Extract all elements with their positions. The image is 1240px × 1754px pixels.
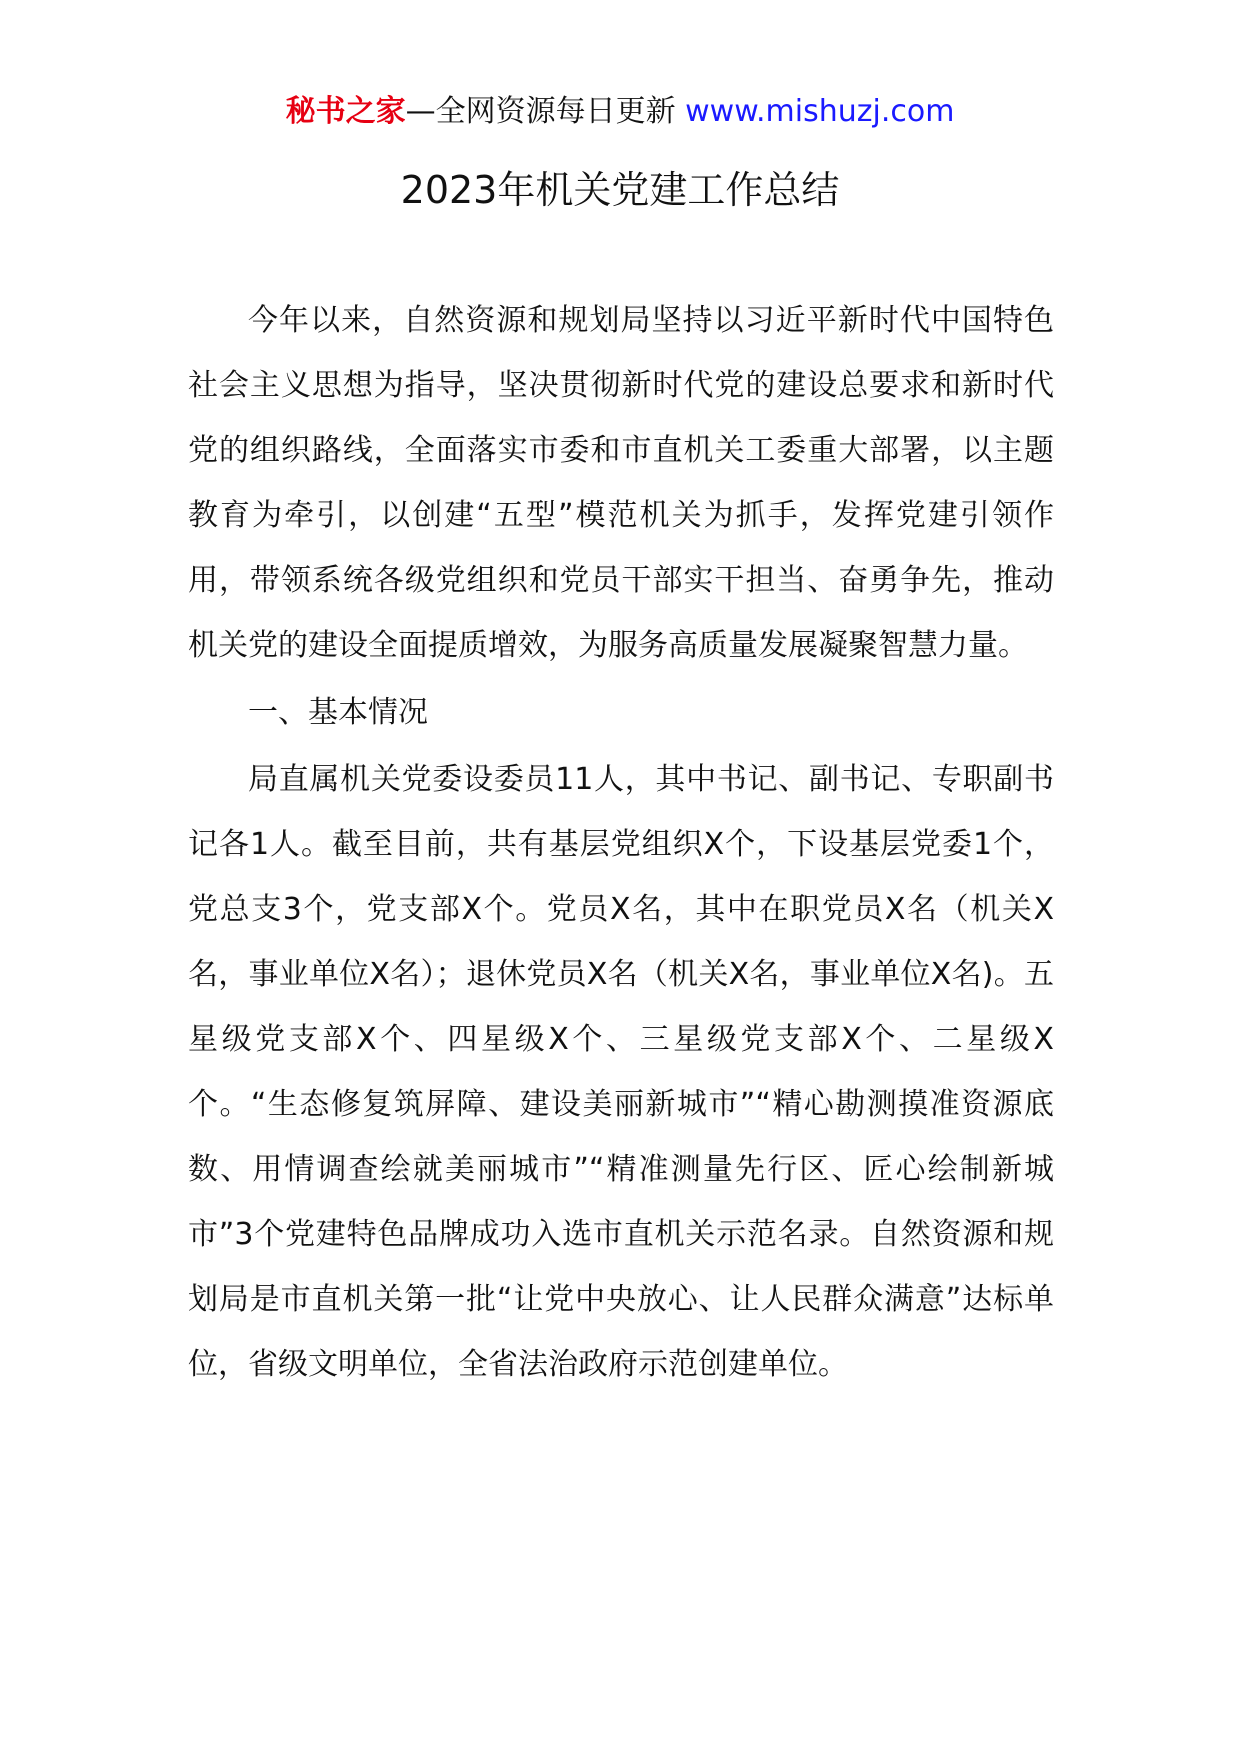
section-heading-basic-situation: 一、基本情况	[248, 695, 428, 730]
site-url-link[interactable]: www.mishuzj.com	[685, 94, 955, 129]
document-body	[188, 288, 1054, 1397]
site-brand: 秘书之家	[285, 94, 406, 129]
site-slogan: —全网资源每日更新	[405, 94, 676, 129]
document-title: 2023年机关党建工作总结	[400, 168, 840, 212]
basic-situation-paragraph: 局直属机关党委设委员11人，其中书记、副书记、专职副书记各1人。截至目前，共有基层党组织X个，下设基层党委1个，党总支3个，党支部X个。党员X名，其中在职党员X名（机关X名，事业单位X名）；退休党员X名（机关X名，事业单位X名)。五星级党支部X个、四星级X个、三星级党支部X个、二星级X个。“生态修复筑屏障、建设美丽新城市”“精心勘测摸准资源底数、用情调查绘就美丽城市”“精准测量先行区、匠心绘制新城市”3个党建特色品牌成功入选市直机关示范名录。自然资源和规划局是市直机关第一批“让党中央放心、让人民群众满意”达标单位，省级文明单位，全省法治政府示范创建单位。	[188, 762, 1054, 1382]
intro-paragraph: 今年以来，自然资源和规划局坚持以习近平新时代中国特色社会主义思想为指导，坚决贯彻新时代党的建设总要求和新时代党的组织路线，全面落实市委和市直机关工委重大部署，以主题教育为牵引，以创建“五型”模范机关为抓手，发挥党建引领作用，带领系统各级党组织和党员干部实干担当、奋勇争先，推动机关党的建设全面提质增效，为服务高质量发展凝聚智慧力量。	[188, 303, 1054, 663]
site-header	[0, 92, 1240, 132]
